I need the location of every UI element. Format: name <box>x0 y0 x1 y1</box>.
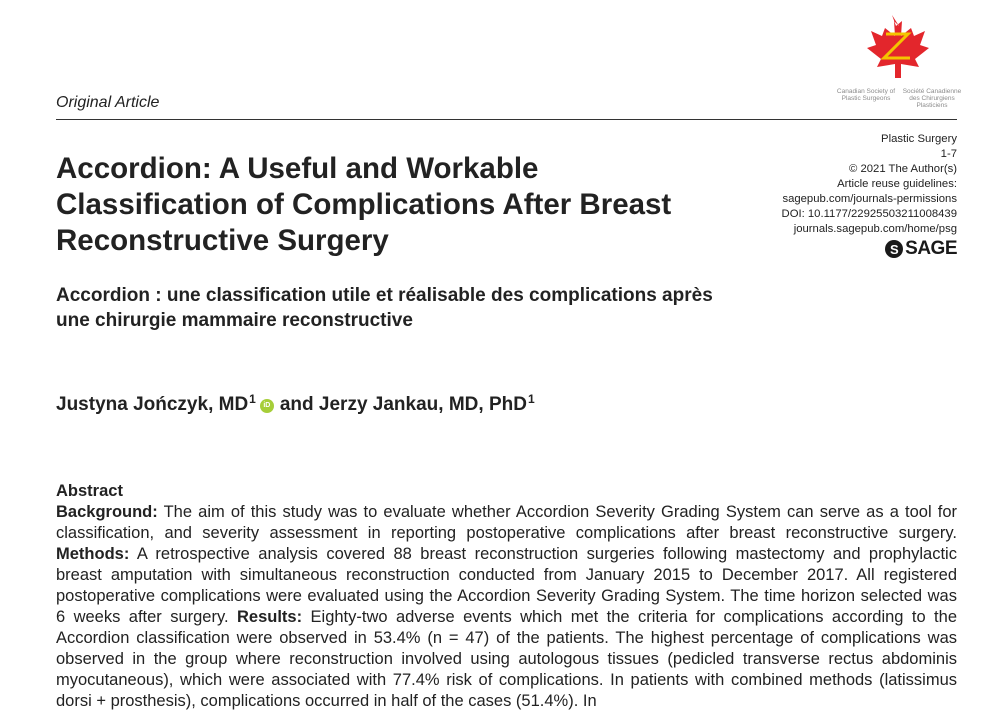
journal-name: Plastic Surgery <box>881 133 957 145</box>
publisher-logo <box>885 238 957 260</box>
journal-home-link[interactable]: journals.sagepub.com/home/psg <box>793 223 957 235</box>
journal-info <box>782 132 957 237</box>
results-label: Results: <box>237 608 303 626</box>
author-name: Jerzy Jankau, MD, PhD <box>318 394 527 415</box>
article-title: Accordion: A Useful and Workable Classification of Complications After Breast Reconstructive Surgery <box>56 152 672 257</box>
journal-pages: 1-7 <box>940 148 957 160</box>
logo-text-french: Société Canadienne des Chirurgiens Plasticiens <box>902 88 962 109</box>
logo-text-english: Canadian Society of Plastic Surgeons <box>836 88 896 102</box>
article-subtitle-french: Accordion : une classification utile et réalisable des complications après une chirurgie mammaire reconstructive <box>56 285 713 331</box>
orcid-icon[interactable]: iD <box>260 399 274 413</box>
author-list <box>56 394 535 416</box>
background-label: Background: <box>56 503 158 521</box>
author-name: Justyna Jończyk, MD <box>56 394 249 415</box>
article-type: Original Article <box>56 94 160 111</box>
reuse-label: Article reuse guidelines: <box>837 178 957 190</box>
results-text: Eighty-two adverse events which met the criteria for complications according to the Accordion classification were observed in 53.4% (n = 47) of the patients. The highest percentage of complications was observed in the group where reconstruction involved using autologous tissues (pedicled transverse rectus abdominis myocutaneous), which were associated with 77.4% risk of complications. In patients with combined methods (latissimus dorsi + prosthesis), complications occurred in half of the cases (51.4%). In <box>56 608 957 710</box>
maple-leaf-icon <box>836 12 962 86</box>
abstract-heading: Abstract <box>56 482 123 500</box>
author-connector: and <box>279 394 314 415</box>
reuse-link[interactable]: sagepub.com/journals-permissions <box>782 193 957 205</box>
background-text: The aim of this study was to evaluate whether Accordion Severity Grading System can serve as a tool for classification, and severity assessment in reporting postoperative complications after breast reconstructive surgery. <box>56 503 957 542</box>
affiliation-marker: 1 <box>527 392 535 406</box>
journal-copyright: © 2021 The Author(s) <box>849 163 957 175</box>
header-divider <box>56 119 957 120</box>
sage-icon: S <box>885 240 903 258</box>
methods-text: A retrospective analysis covered 88 breast reconstruction surgeries following mastectomy and prophylactic breast amputation with simultaneous reconstruction conducted from January 2015 to December 2017. All registered postoperative complications were evaluated using the Accordion Severity Grading System. The time horizon selected was 6 weeks after surgery. <box>56 545 957 626</box>
society-logo <box>836 12 962 108</box>
abstract-body <box>56 502 957 712</box>
publisher-name: SAGE <box>905 238 957 259</box>
methods-label: Methods: <box>56 545 130 563</box>
affiliation-marker: 1 <box>249 392 256 406</box>
doi-link[interactable]: DOI: 10.1177/22925503211008439 <box>781 208 957 220</box>
